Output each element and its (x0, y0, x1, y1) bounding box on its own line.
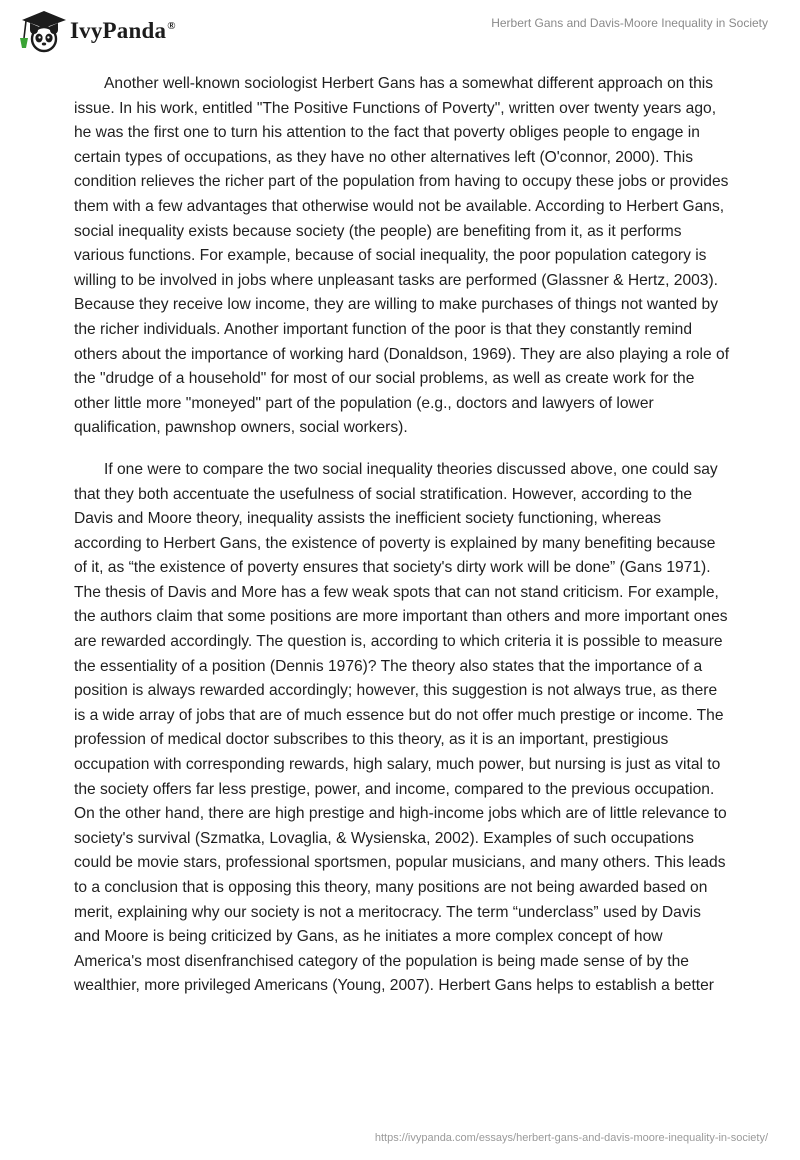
running-title: Herbert Gans and Davis-Moore Inequality in Society (491, 16, 768, 30)
registered-mark: ® (167, 20, 176, 33)
brand-name: IvyPanda® (70, 18, 176, 43)
paragraph: Another well-known sociologist Herbert Gans has a somewhat different approach on this issue. In his work, entitled "The Positive Functions of Poverty", written over twenty years ago, he was the first one to turn his attention to the fact that poverty obliges people to engage in certain types of occupations, as they have no other alternatives left (O'connor, 2000). This condition relieves the richer part of the population from having to occupy these jobs or provides them with a few advantages that otherwise would not be available. According to Herbert Gans, social inequality exists because society (the people) are benefiting from it, as it performs various functions. For example, because of social inequality, the poor population category is willing to be involved in jobs where unpleasant tasks are performed (Glassner & Hertz, 2003). Because they receive low income, they are willing to make purchases of things not wanted by the richer individuals. Another important function of the poor is that they constantly remind others about the importance of working hard (Donaldson, 1969). They are also playing a role of the "drudge of a household" for most of our social problems, as well as create work for the other little more "moneyed" part of the population (e.g., doctors and lawyers of lower qualification, pawnshop owners, social workers). (74, 75, 730, 437)
paragraph: If one were to compare the two social inequality theories discussed above, one could say that they both accentuate the usefulness of social stratification. However, according to the Davis and Moore theory, inequality assists the inefficient society functioning, whereas according to Herbert Gans, the existence of poverty is explained by many benefiting because of it, as “the existence of poverty ensures that society's dirty work will be done” (Gans 1971). The thesis of Davis and More has a few weak spots that can not stand criticism. For example, the authors claim that some positions are more important than others and more important ones are rewarded accordingly. The question is, according to which criteria it is possible to measure the essentiality of a position (Dennis 1976)? The theory also states that the importance of a position is always rewarded accordingly; however, this suggestion is not always true, as there is a wide array of jobs that are of much essence but do not offer much prestige or income. The profession of medical doctor subscribes to this theory, as it is an important, prestigious occupation with corresponding rewards, high salary, much power, but nursing is just as vital to the society offers far less prestige, power, and income, compared to the previous occupation. On the other hand, there are high prestige and high-income jobs which are of little relevance to society's survival (Szmatka, Lovaglia, & Wysienska, 2002). Examples of such occupations could be movie stars, professional sportsmen, popular musicians, and many others. This leads to a conclusion that is opposing this theory, many positions are not being awarded based on merit, explaining why our society is not a meritocracy. The term “underclass” used by Davis and Moore is being criticized by Gans, as he initiates a more complex concept of how America's most disenfranchised category of the population is being made sense of by the wealthier, more privileged Americans (Young, 2007). Herbert Gans helps to establish a better (74, 460, 728, 995)
source-url[interactable]: https://ivypanda.com/essays/herbert-gans-and-davis-moore-inequality-in-society/ (374, 1132, 768, 1144)
ivypanda-logo[interactable] (14, 8, 176, 54)
essay-body (74, 72, 730, 1016)
panda-graduate-icon (14, 8, 66, 54)
page-header (0, 0, 800, 60)
